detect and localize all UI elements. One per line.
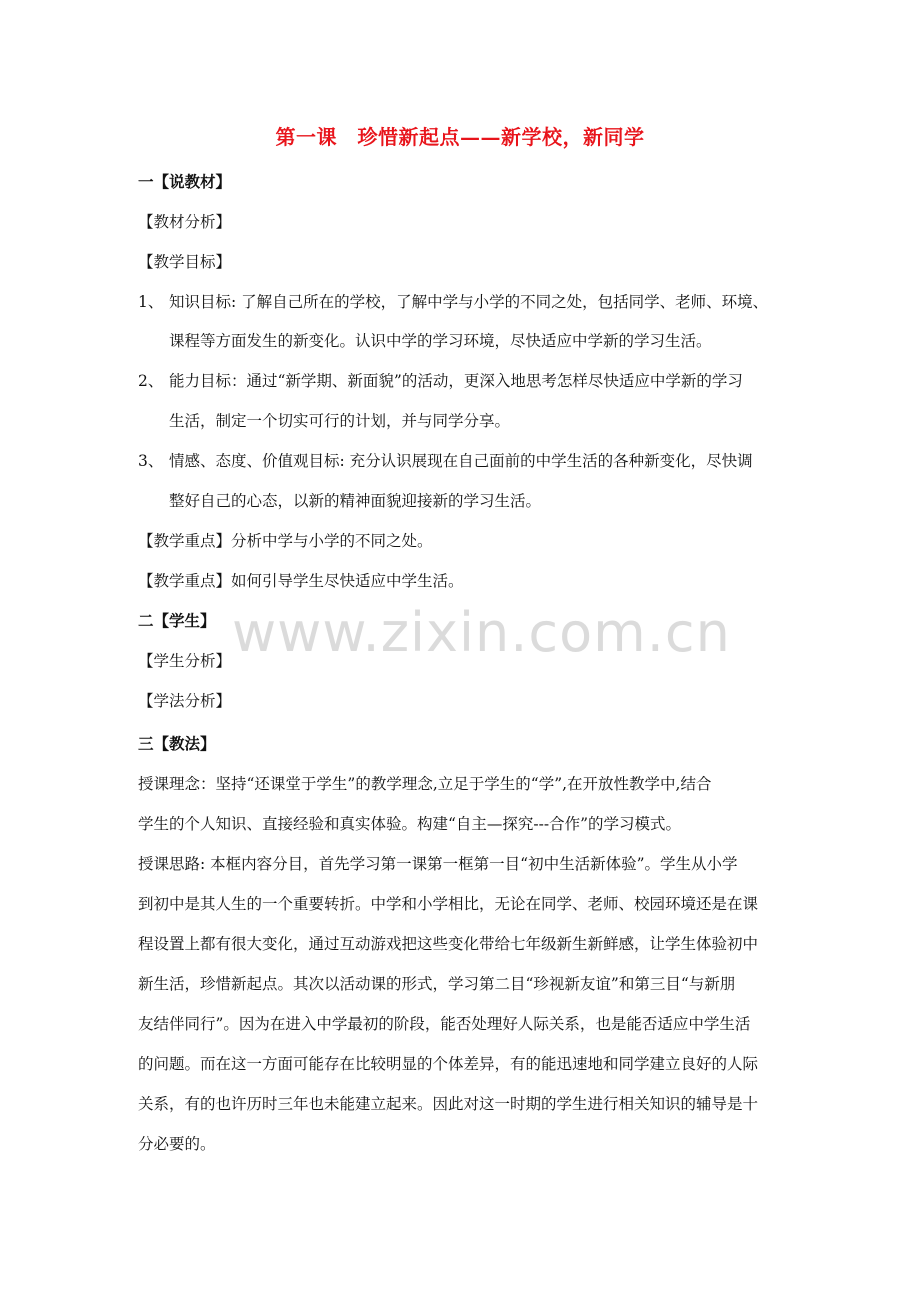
goal-number: 1、 — [138, 293, 164, 311]
section-heading-textbook: 一【说教材】 — [138, 172, 232, 191]
section-heading-students: 二【学生】 — [138, 611, 216, 630]
goal-text: 情感、态度、价值观目标: 充分认识展现在自己面前的中学生活的各种新变化，尽快调 — [169, 452, 753, 470]
approach-line: 的问题。而在这一方面可能存在比较明显的个体差异，有的能迅速地和同学建立良好的人际 — [138, 1055, 759, 1073]
goal-text: 知识目标: 了解自己所在的学校，了解中学与小学的不同之处，包括同学、老师、环境、 — [169, 293, 769, 311]
page-title: 第一课 珍惜新起点——新学校，新同学 — [275, 125, 645, 149]
key-point-1: 【教学重点】分析中学与小学的不同之处。 — [138, 532, 433, 550]
goal-item-2-continued: 生活，制定一个切实可行的计划，并与同学分享。 — [169, 412, 511, 430]
approach-line: 关系，有的也许历时三年也未能建立起来。因此对这一时期的学生进行相关知识的辅导是十 — [138, 1095, 759, 1113]
method-analysis-label: 【学法分析】 — [138, 692, 232, 710]
goal-number: 3、 — [138, 452, 164, 470]
approach-line: 友结伴同行”。因为在进入中学最初的阶段，能否处理好人际关系，也是能否适应中学生活 — [138, 1015, 751, 1033]
concept-line: 授课理念：坚持“还课堂于学生”的教学理念,立足于学生的“学”,在开放性教学中,结合 — [138, 775, 712, 793]
goal-item-2 — [138, 370, 743, 392]
approach-line: 到初中是其人生的一个重要转折。中学和小学相比，无论在同学、老师、校园环境还是在课 — [138, 895, 759, 913]
concept-line: 学生的个人知识、直接经验和真实体验。构建“自主—探究---合作”的学习模式。 — [138, 815, 682, 833]
approach-line: 新生活，珍惜新起点。其次以活动课的形式，学习第二目“珍视新友谊”和第三目“与新朋 — [138, 975, 736, 993]
approach-line: 分必要的。 — [138, 1135, 216, 1153]
goal-item-3-continued: 整好自己的心态，以新的精神面貌迎接新的学习生活。 — [169, 492, 542, 510]
textbook-analysis-label: 【教材分析】 — [138, 213, 232, 231]
approach-line: 程设置上都有很大变化，通过互动游戏把这些变化带给七年级新生新鲜感，让学生体验初中 — [138, 935, 759, 953]
watermark: www.zixin.com.cn — [232, 601, 731, 664]
student-analysis-label: 【学生分析】 — [138, 652, 232, 670]
goal-item-1 — [138, 291, 768, 313]
key-point-2: 【教学重点】如何引导学生尽快适应中学生活。 — [138, 572, 464, 590]
goal-number: 2、 — [138, 372, 164, 390]
goal-item-1-continued: 课程等方面发生的新变化。认识中学的学习环境，尽快适应中学新的学习生活。 — [169, 332, 712, 350]
section-heading-teaching-method: 三【教法】 — [138, 734, 216, 753]
goal-text: 能力目标：通过“新学期、新面貌”的活动，更深入地思考怎样尽快适应中学新的学习 — [169, 372, 743, 390]
approach-line: 授课思路: 本框内容分目，首先学习第一课第一框第一目“初中生活新体验”。学生从小学 — [138, 855, 738, 873]
goal-item-3 — [138, 450, 753, 472]
teaching-goals-label: 【教学目标】 — [138, 253, 232, 271]
